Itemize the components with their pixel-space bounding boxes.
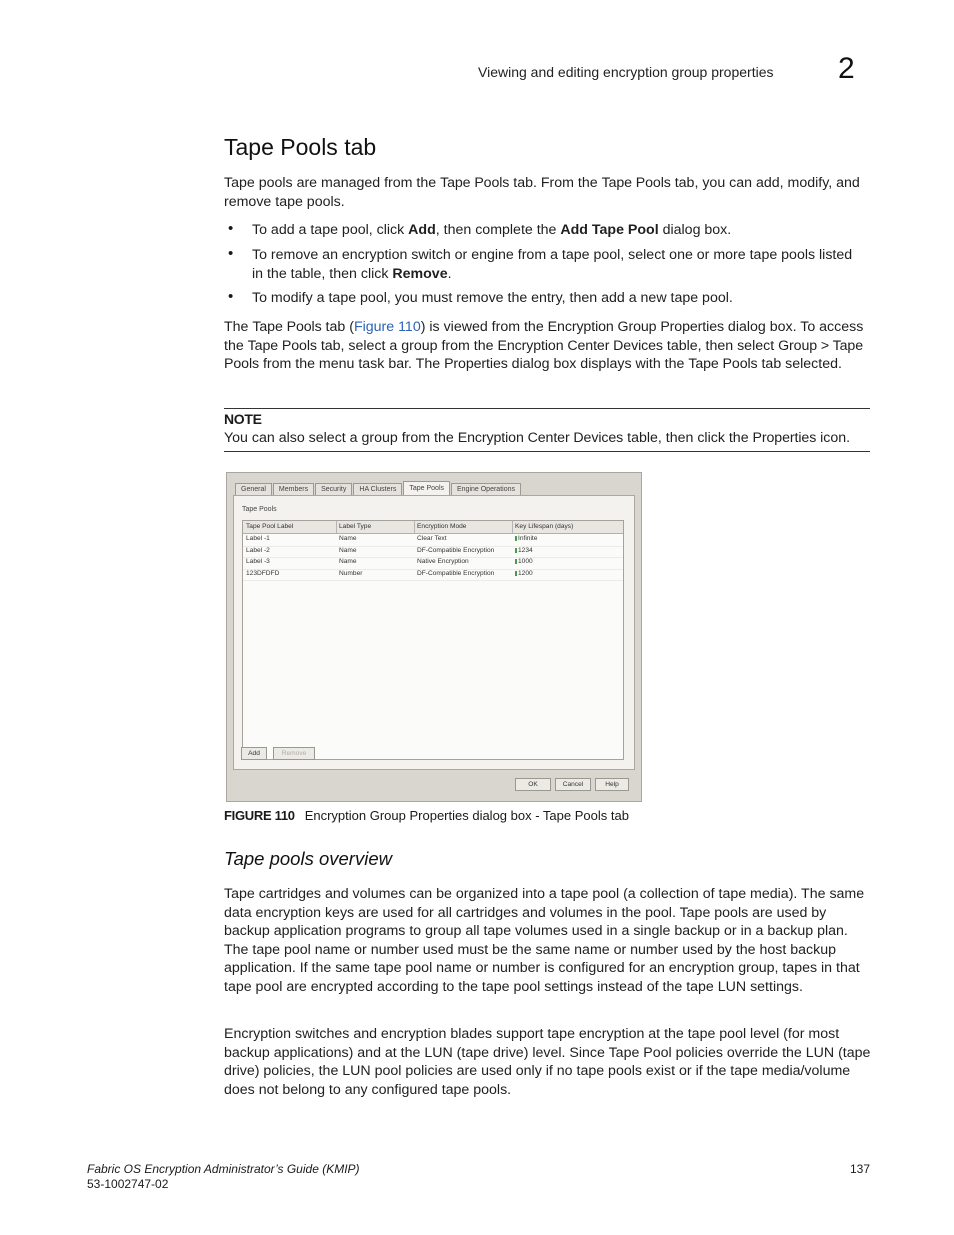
column-divider [414,521,415,533]
text-run: tab selected. [757,356,842,373]
figure-caption-text: Encryption Group Properties dialog box - Tape Pools tab [304,808,629,823]
cell-encryption-mode [417,570,494,577]
column-divider [336,521,337,533]
cell-encryption-mode [417,547,494,554]
tab-engine-operations[interactable]: Engine Operations [451,483,521,495]
running-header: Viewing and editing encryption group properties [478,64,774,80]
text-run: The [224,319,253,335]
cell-label [246,535,270,542]
col-header-key-lifespan[interactable]: Key Lifespan (days) [515,523,574,530]
ok-button[interactable]: OK [515,778,551,791]
cell-text: Number [339,569,363,577]
bullet-marker: • [228,288,234,305]
text-run: table, then click the [623,430,753,446]
footer-doc-title: Fabric OS Encryption Administrator’s Guide (KMIP) [87,1162,360,1176]
cell-text: Name [339,558,357,565]
note-text [224,429,872,448]
ui-term: Remove [392,265,448,282]
tab-tape-pools[interactable]: Tape Pools [403,481,450,495]
bullet-marker: • [228,220,234,237]
col-header-encryption-mode[interactable]: Encryption Mode [417,523,467,530]
bullet-marker: • [228,245,234,262]
tab-members[interactable]: Members [273,483,314,495]
note-label: NOTE [224,411,262,427]
cell-text: 123DFDFD [246,569,280,577]
note-top-rule [224,408,870,409]
cell-text: Label -2 [246,546,270,554]
chapter-number: 2 [838,52,855,85]
text-run: tab, you can add, modify, and remove tape pools. [224,175,860,210]
bullet-modify [252,289,862,308]
status-mark-icon [515,548,517,553]
text-run: To remove an encryption switch or engine from a tape pool, select one or more tape pools listed in the table, then click [252,247,853,282]
cell-text: Native Encryption [417,558,469,565]
text-run: Tape pools are managed from the [224,175,441,191]
text-run: . [447,265,452,282]
cell-key-lifespan [515,570,533,577]
tab-security[interactable]: Security [315,483,352,495]
remove-button[interactable]: Remove [273,747,315,760]
cell-text: Name [339,546,357,554]
page-number: 137 [850,1162,871,1176]
text-run: , then complete the [435,222,561,238]
ui-term: Encryption Center Devices [497,337,663,354]
cell-encryption-mode [417,535,447,542]
text-run: To add a tape pool, click [252,222,409,238]
add-button[interactable]: Add [241,747,267,760]
cell-text: Name [339,535,357,542]
text-run: ) is viewed from the [420,319,548,335]
ui-term: Properties [444,356,508,373]
footer-doc-info [87,1162,360,1192]
ui-term: Group > Tape Pools [224,337,864,373]
status-mark-icon [515,536,517,541]
text-run: table, then select [662,337,779,354]
table-header [243,521,623,534]
cell-label-type [339,570,362,577]
status-mark-icon [515,571,517,576]
ui-term: Tape Pools [247,337,317,354]
figure-label: FIGURE 110 [224,808,295,823]
properties-dialog-screenshot [226,472,642,802]
panel-label: Tape Pools [242,506,277,513]
intro-paragraph [224,174,872,211]
cell-encryption-mode [417,558,469,565]
figure-caption [224,808,629,823]
ui-term: Tape Pools [252,319,322,335]
cell-text: Infinite [518,535,538,542]
text-run: To modify a tape pool, you must remove the entry, then add a new tape pool. [252,290,733,306]
section-title: Tape Pools tab [224,134,377,160]
col-header-label[interactable]: Tape Pool Label [246,523,294,530]
ui-term: Tape Pools [601,175,671,191]
dialog-tabs [235,483,522,495]
cell-text: Label -1 [246,535,270,542]
bullet-remove [252,246,862,283]
cancel-button[interactable]: Cancel [555,778,591,791]
cell-label-type [339,547,357,554]
subsection-title: Tape pools overview [224,848,392,869]
ui-term: Encryption Center Devices [457,430,624,446]
cell-label [246,547,270,554]
text-run: You can also select a group from the [224,430,458,446]
text-run: tab. From the [509,175,602,191]
text-run: dialog box displays with the [507,356,689,373]
ui-term: Tape Pools [688,356,758,373]
tab-ha-clusters[interactable]: HA Clusters [353,483,402,495]
cell-text: DF-Compatible Encryption [417,569,495,577]
cell-label [246,558,270,565]
overview-paragraph-2: Encryption switches and encryption blades support tape encryption at the tape pool level (for most backup applications) and at the LUN (tape drive) level. Since Tape Pool policies override the LUN (tape drive) policies, the LUN pool policies are used only if no tape pools exist or if the tape media/volume does not belong to any configured tape pools. [224,1026,871,1098]
ui-term: Properties [752,430,817,446]
cell-label-type [339,535,357,542]
text-run: tab, select a group from the [316,337,498,354]
text-run: tab ( [321,319,354,335]
cell-text: 1234 [518,546,533,554]
col-header-label-type[interactable]: Label Type [339,523,372,530]
ui-term: Encryption Group Properties [547,319,724,335]
tape-pools-table[interactable] [242,520,624,760]
overview-paragraph-1: Tape cartridges and volumes can be organized into a tape pool (a collection of tape media). The same data encryption keys are used for all cartridges and volumes in the pool. Tape pools are used by backup application programs to group all tape volumes used in a single backup or in a backup plan. The tape pool name or number used must be the same name or number used by the host backup application. If the same tape pool name or number is configured for an encryption group, tapes in that tape pool are encrypted according to the tape pool settings instead of the tape LUN settings. [224,886,865,995]
tape-pools-panel [233,495,635,770]
cell-text: Clear Text [417,535,447,542]
bullet-add [252,221,862,240]
cell-label-type [339,558,357,565]
footer-doc-number: 53-1002747-02 [87,1177,169,1191]
status-mark-icon [515,559,517,564]
help-button[interactable]: Help [595,778,629,791]
ui-term: Add [408,222,436,238]
tab-general[interactable]: General [235,483,272,495]
cell-label [246,570,279,577]
cell-text: DF-Compatible Encryption [417,546,495,554]
cell-text: 1000 [518,558,533,565]
text-run: icon. [816,430,851,446]
cell-key-lifespan [515,535,537,542]
text-run: dialog box. To access the [224,319,864,354]
column-divider [512,521,513,533]
access-paragraph [224,318,872,374]
figure-link[interactable]: Figure 110 [353,319,421,335]
text-run: from the menu task bar. The [259,356,445,373]
ui-term: Tape Pools [440,175,510,191]
cell-text: Label -3 [246,558,270,565]
cell-text: 1200 [518,569,533,577]
text-run: dialog box. [658,222,732,238]
table-row[interactable] [243,580,623,581]
note-bottom-rule [224,451,870,452]
cell-key-lifespan [515,547,533,554]
cell-key-lifespan [515,558,533,565]
ui-term: Add Tape Pool [560,222,659,238]
